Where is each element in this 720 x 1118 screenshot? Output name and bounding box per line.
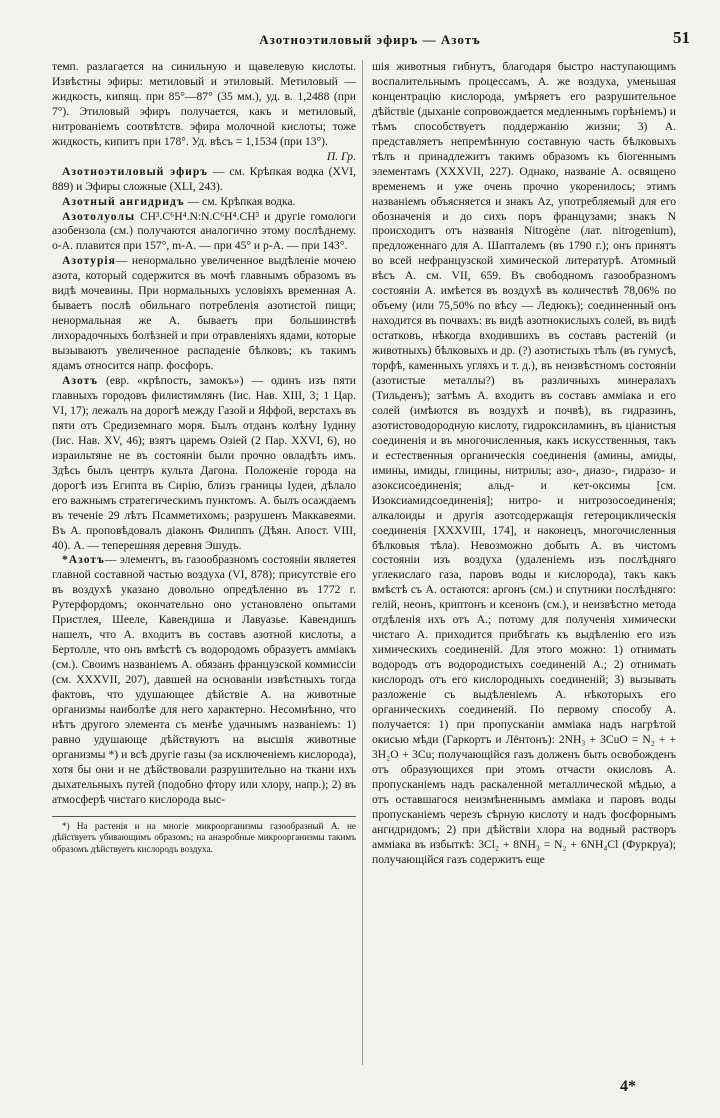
entry-azotnoetilovy-efir xyxy=(52,165,356,195)
entry-headword: Азотноэтиловый эфиръ xyxy=(62,164,209,178)
entry-headword: Азотурія xyxy=(62,254,116,268)
article-continuation xyxy=(52,60,356,163)
entry-azotoluoly xyxy=(52,210,356,255)
entry-azotny-angidrid xyxy=(52,195,356,210)
article-continuation: шія животныя гибнутъ, благодаря быстро наступающимъ воспалительнымъ процессамъ, А. же воздуха, уменьшая концентрацію кислорода, умѣряетъ его разрушительное дѣйствіе (дыханіе сопровождается медленнымъ горѣніемъ) и тѣмъ способствуетъ поддержанію жизни; 3) А. представляетъ непремѣнную составную часть бѣлковыхъ тѣлъ и принадлежитъ такимъ образомъ къ біогеннымъ элементамъ (XXXVII, 227). Однако, названіе А. освящено временемъ и уже очень прочно укоренилось; этимъ названіемъ объясняется и знакъ Az, употребляемый для его обозначенія и до сихъ поръ французами; знакъ N происходитъ отъ названія Nitrogène (лат. nitrogenium), предложеннаго для А. Шапталемъ (въ 1790 г.); онъ принятъ во всей нефранцузской химической литературѣ. Атомный вѣсъ А. см. VII, 659. Въ свободномъ газообразномъ состояніи А. имѣется въ воздухѣ въ количествѣ 78,06% по объему (или 75,50% по вѣсу — Ледюкъ); соединенный онъ находится въ почвахъ: въ видѣ азотнокислыхъ солей, въ видѣ остатковъ, нѣкогда входившихъ въ составъ растеній (и животныхъ) бѣлковыхъ и др. (?) азотистыхъ тѣлъ (въ гумусѣ, торфѣ, каменныхъ угляхъ и т. д.), въ неизвѣстномъ состояніи (азотистые металлы?) въ различныхъ минералахъ (Тильденъ); затѣмъ А. входитъ въ составъ аммiака и его солей (имѣются въ воздухѣ и почвѣ), въ гидразинъ, азотистоводородную кислоту, гидроксиламинъ, въ ціанистыя соединенія и въ многочисленныя, какъ искусственныя, такъ и естественныя органическія соединенія (амины, амиды, имины, имиды, глицины, нитрилы; азо-, диазо-, гидразо- и азоксисоединенія; альд- и кет-оксимы [см. Изоксиамидсоединенія]; нитро- и нитрозосоединенія; алкалоиды и другія азотсодержащія гетероциклическія соединенія [XXXVIII, 174], и наконецъ, многочисленныя бѣлковыя тѣла). Невозможно добыть А. въ чистомъ состояніи изъ воздуха (удаленіемъ изъ послѣдняго углекислаго газа, паровъ воды и кислорода), такъ какъ вмѣстѣ съ А. остаются: аргонъ (см.) и спутники послѣдняго: гелій, неонъ, криптонъ и ксенонъ (см.), и неизвѣстно метода отдѣленія ихъ отъ А.; потому для полученія химически чистаго А. приходится прибѣгать къ выдѣленію его изъ химическихъ соединеній. Для этого можно: 1) отнимать водородъ отъ водородистыхъ соединеній А.; 2) отнимать кислородъ отъ его кислородныхъ соединеній; 3) вызывать разложеніе съ выдѣленіемъ А. нѣкоторыхъ его органическихъ соединеній. По первому способу А. получается: 1) при пропусканіи аммiака надъ нагрѣтой окисью мѣди (Гаркортъ и Лёнтонъ): 2NH₃ + 3CuO = N₂ + + 3H₂O + 3Cu; получающійся газъ долженъ быть освобожденъ отъ образующихся при этомъ отчасти окисловъ А. пропусканіемъ надъ раскаленной металлической мѣдью, а отъ оставшагося неизмѣненнымъ аммiака и паровъ воды пропусканіемъ черезъ сѣрную кислоту и надъ фосфорнымъ ангидридомъ; 2) при дѣйствіи хлора на водный растворъ аммiака въ избыткѣ: 3Cl₂ + 8NH₃ = N₂ + 6NH₄Cl (Фуркруа); получающійся газъ содержитъ еще xyxy=(372,60,676,866)
entry-text: — ненормально увеличенное выдѣленіе мочею азота, который содержится въ мочѣ главнымъ образомъ въ видѣ мочевины. При нормальныхъ условіяхъ временная А. бываетъ послѣ обильнаго потребленія азотистой пищи; ненормальная же А. бываетъ при большинствѣ лихорадочныхъ болѣзней и при отравленіяхъ ядами, которые вызываютъ увеличенное распаденіе бѣлковъ; къ такимъ ядамъ относится напр. фосфоръ. xyxy=(52,254,356,373)
entry-azoturia xyxy=(52,254,356,374)
entry-headword: Азотъ xyxy=(62,374,99,388)
entry-text: — см. Крѣпкая водка (XVI, 889) и Эфиры сложные (XLI, 243). xyxy=(52,164,356,193)
entry-text: CH³.C⁶H⁴.N:N.C⁶H⁴.CH³ и другіе гомологи азобензола (см.) получаются аналогично этому послѣднему. о-А. плавится при 157°, m-А. — при 45° и p-А. — при 143°. xyxy=(52,209,357,253)
author-signature: П. Гр. xyxy=(326,149,356,163)
column-divider xyxy=(362,60,363,1065)
entry-azot-city xyxy=(52,374,356,553)
footnote: *) На растенія и на многіе микроорганизмы газообразный А. не дѣйствуетъ убивающимъ образомъ; на анаэробные микроорганизмы такимъ образомъ дѣйствуетъ кислородъ воздуха. xyxy=(52,820,356,854)
entry-headword: Азотный ангидридъ xyxy=(62,194,185,208)
printer-signature-mark: 4* xyxy=(620,1078,636,1095)
entry-text: — элементъ, въ газообразномъ состояніи являетея главной составной частью воздуха (VI, 878); присутствіе его въ воздухѣ указано довольно опредѣленно въ 1772 г. Рутерфордомъ; окончательно оно установлено опытами Пристлея, Шееле, Кавендиша и Лавуазье. Кавендишъ нашелъ, что А. входитъ въ составъ азотной кислоты, а Бертолле, что онъ вмѣстѣ съ водородомъ образуетъ аммiакъ (см.). Своимъ названіемъ А. обязанъ французской коммиссіи (см. XXXVII, 207), давшей на основаніи извѣстныхъ тогда фактовъ, что удушающее дѣйствіе А. на животные организмы наиболѣе для него характерно. Несомнѣнно, что нѣтъ другого элемента съ менѣе удачнымъ названіемъ: 1) равно удушающе дѣйствуютъ на высшiя животные организмы *) и всѣ другіе газы (за исключеніемъ кислорода), хотя бы они и не дѣйствовали разрушительно на ткани ихъ дыхательныхъ путей (подобно фтору или хлору, напр.); 2) въ атмосферѣ чистаго кислорода выс- xyxy=(52,553,356,806)
entry-headword: *Азотъ xyxy=(62,553,105,567)
entry-text: — см. Крѣпкая водка. xyxy=(187,194,296,208)
page-number: 51 xyxy=(673,28,690,47)
left-column xyxy=(52,60,356,855)
running-head: Азотноэтиловый эфиръ — Азотъ xyxy=(259,32,481,47)
entry-headword: Азотолуолы xyxy=(62,209,136,223)
page-header xyxy=(50,28,690,52)
right-column xyxy=(372,60,676,867)
article-text: темп. разлагается на синильную и щавелевую кислоты. Извѣстны эфиры: метиловый и этиловый. Метиловый — жидкость, кипящ. при 85°—87° (35 мм.), уд. в. 1,2488 (при 7°). Этиловый эфиръ получается, какъ и метиловый, нитрованіемъ соотвѣтств. эфира молочной кислоты; тоже жидкость, кипитъ при 178°. Уд. вѣсъ = 1,1534 (при 13°). xyxy=(52,60,356,148)
entry-azot-element xyxy=(52,553,356,807)
footnote-divider xyxy=(52,816,356,817)
entry-text: (евр. «крѣпость, замокъ») — одинъ изъ пяти главныхъ городовъ филистимлянъ (Іис. Нав. XIII, 3; 1 Цар. VI, 17); лежалъ на дорогѣ между Газой и Яффой, верстахъ въ пяти отъ Средиземнаго моря. Былъ отданъ колѣну Іудину (Іис. Нав. XV, 46); взятъ царемъ Озіей (2 Пар. XXVI, 6), но израильтяне не въ состояніи были прочно овладѣть имъ. Здѣсь былъ центръ культа Дагона. Положеніе города на дорогѣ изъ Египта въ Сирію, близъ границы Іудеи, дѣлало его важнымъ стратегическимъ пунктомъ. А. былъ осаждаемъ въ теченіе 29 лѣтъ Псамметихомъ; разрушенъ Маккавеями. Въ А. проповѣдовалъ діаконъ Филиппъ (Дѣян. Апост. VIII, 40). А. — теперешняя деревня Эшудъ. xyxy=(52,374,356,552)
